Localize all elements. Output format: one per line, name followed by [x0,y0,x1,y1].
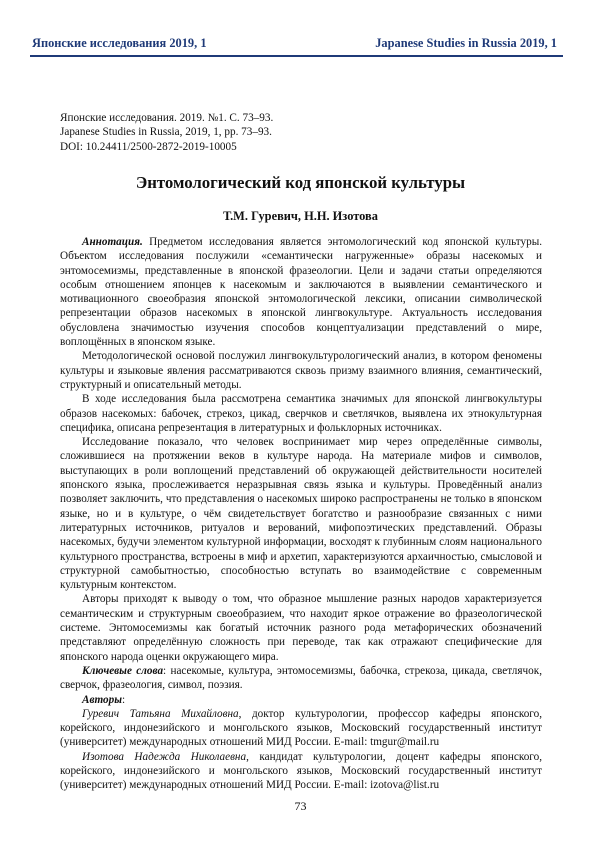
abstract-paragraph: В ходе исследования была рассмотрена семантика значимых для японской лингвокультуры образов насекомых: бабочек, стрекоз, цикад, сверчков и светлячков, выявлена их этнокультурная специфика, описана репрезентация в литературных и фольклорных источниках. [60,393,542,434]
article-body [60,235,542,793]
running-header [32,36,557,51]
author2-name: Изотова Надежда Николаевна [82,750,247,763]
keywords-text: : насекомые, культура, энтомосемизмы, бабочка, стрекоза, цикада, светлячок, сверчок, фразеология, символ, поэзия. [60,664,542,692]
abstract-paragraph: Авторы приходят к выводу о том, что образное мышление разных народов характеризуется семантическим и структурным своеобразием, что находит яркое отражение во фразеологической системе. Энтомосемизмы как богатый источник разного рода метафорических обозначений представляют определённую сложность при переводе, так как отражают специфические для японского народа оценки окружающего мира. [60,593,542,663]
author1-name: Гуревич Татьяна Михайловна [82,707,239,720]
author-info [60,750,542,793]
abstract-label: Аннотация. [82,236,143,248]
keywords-label: Ключевые слова [82,664,164,677]
page-number: 73 [294,799,307,813]
citation-line-en: Japanese Studies in Russia, 2019, 1, pp. 73–93. [60,126,272,139]
citation-block [60,111,273,154]
article-title: Энтомологический код японской культуры [135,173,466,192]
author-info [60,707,542,750]
abstract-paragraph [60,235,542,349]
author1-details: , доктор культурологии, профессор кафедры японского, корейского, индонезийского и монгольского языков, Московский государственный институт (университет) международных отношений МИД России. E-mail: tmgur@mail.ru [60,707,543,749]
abstract-text: Предметом исследования является энтомологический код японской культуры. Объектом исследования послужили «семантически нагруженные» образы насекомых и энтомосемизмы, представленные в японской фразеологии. Цели и задачи статьи определяются особым отношением японцев к насекомым и заключаются в выявлении семантического и мотивационного своеобразия японской энтомологической лексики, описании символической репрезентации образов насекомых в японской лингвокультуре. Актуальность исследования обусловлена значимостью изучения способов концептуализации представлений о мире, воплощённых в японском языке. [60,236,543,349]
running-header-left: Японские исследования 2019, 1 [32,36,207,50]
running-header-right: Japanese Studies in Russia 2019, 1 [375,36,557,50]
abstract-paragraph: Методологической основой послужил лингвокультурологический анализ, в котором феномены культуры и языковые явления рассматриваются сквозь призму взаимного влияния, семантический, структурный и описательный методы. [60,350,542,391]
header-rule [30,55,563,57]
doi-line: DOI: 10.24411/2500-2872-2019-10005 [60,140,237,153]
authors-colon: : [121,693,126,706]
article-authors: Т.М. Гуревич, Н.Н. Изотова [223,209,378,223]
keywords-paragraph [60,664,542,693]
authors-heading [60,693,542,707]
abstract-paragraph: Исследование показало, что человек воспринимает мир через определённые символы, сложившиеся на протяжении веков в культуре народа. На материале мифов и символов, выступающих в роли воплощений представлений об окружающей действительности носителей японского языка, прослеживается неразрывная связь языка и культуры. Проведённый анализ позволяет заключить, что представления о насекомых широко распространены не только в японском языке, но и в культуре, о чём свидетельствует богатство и разнообразие связанных с ними литературных источников, ритуалов и верований, мифопоэтических представлений. Образы насекомых, будучи элементом культурной информации, восходят к глубинным слоям национального культурного пространства, встроены в миф и архетип, характеризуются архаичностью, смысловой и структурной самобытностью, способностью вступать во взаимодействие с современным культурным контекстом. [60,436,542,592]
authors-label: Авторы [82,693,122,706]
author2-details: , кандидат культурологии, доцент кафедры японского, корейского, индонезийского и монгольского языков, Московский государственный институт (университет) международных отношений МИД России. E-mail: izotova@list.ru [60,750,542,792]
citation-line-ru: Японские исследования. 2019. №1. С. 73–93. [60,112,274,124]
